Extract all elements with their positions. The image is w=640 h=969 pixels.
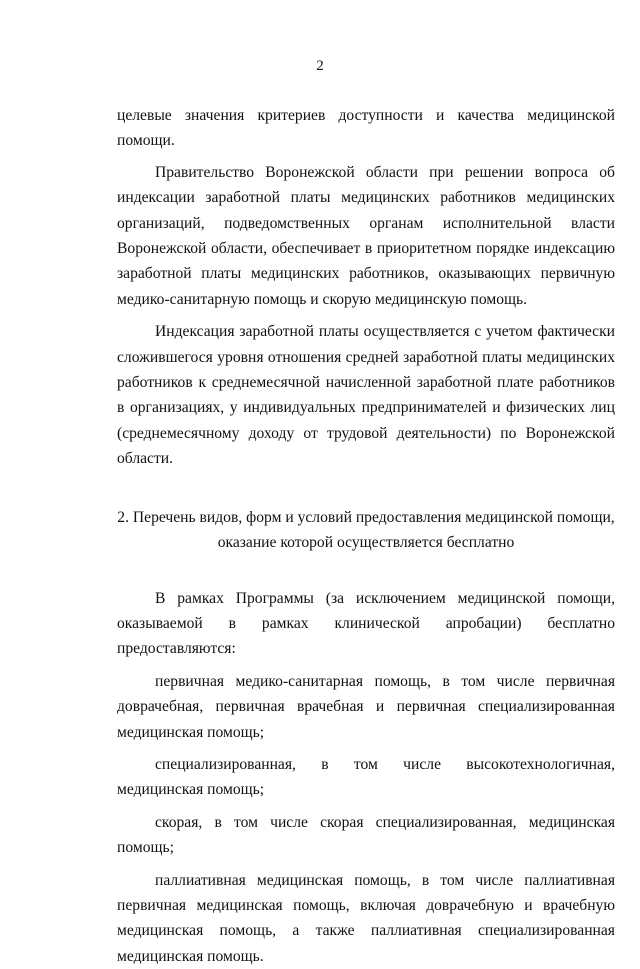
list-item-palliative-care: паллиативная медицинская помощь, в том числе паллиативная первичная медицинская помощь, включая доврачебную и врачебную медицинская помощь, а также паллиативная специализированная медицинская помощь. <box>117 871 615 965</box>
paragraph-salary-indexation-basis: Индексация заработной платы осуществляется с учетом фактически сложившегося уровня отношения средней заработной платы медицинских работников к среднемесячной начисленной заработной плате работников в организациях, у индивидуальных предпринимателей и физических лиц (среднемесячному доходу от трудовой деятельности) по Воронежской области. <box>117 323 615 468</box>
list-item-primary-care: первичная медико-санитарная помощь, в том числе первичная доврачебная, первичная врачебная и первичная специализированная медицинская помощь; <box>117 672 615 741</box>
section-heading <box>117 505 615 556</box>
list-item-specialized-care: специализированная, в том числе высокотехнологичная, медицинская помощь; <box>117 755 615 799</box>
section-heading-line-2: оказание которой осуществляется бесплатно <box>217 534 515 552</box>
paragraph-program-intro: В рамках Программы (за исключением медицинской помощи, оказываемой в рамках клинической апробации) бесплатно предоставляются: <box>117 589 615 658</box>
section-heading-line-1: 2. Перечень видов, форм и условий предоставления медицинской помощи, <box>117 508 615 526</box>
paragraph-continuation: целевые значения критериев доступности и качества медицинской помощи. <box>117 107 615 150</box>
paragraph-salary-indexation-priority: Правительство Воронежской области при решении вопроса об индексации заработной платы медицинских работников медицинских организаций, подведомственных органам исполнительной власти Воронежской области, обеспечивает в приоритетном порядке индексацию заработной платы медицинских работников, оказывающих первичную медико-санитарную помощь и скорую медицинскую помощь. <box>117 163 615 308</box>
document-body <box>117 103 615 969</box>
page-number: 2 <box>316 58 324 74</box>
list-item-emergency-care: скорая, в том числе скорая специализированная, медицинская помощь; <box>117 813 615 857</box>
